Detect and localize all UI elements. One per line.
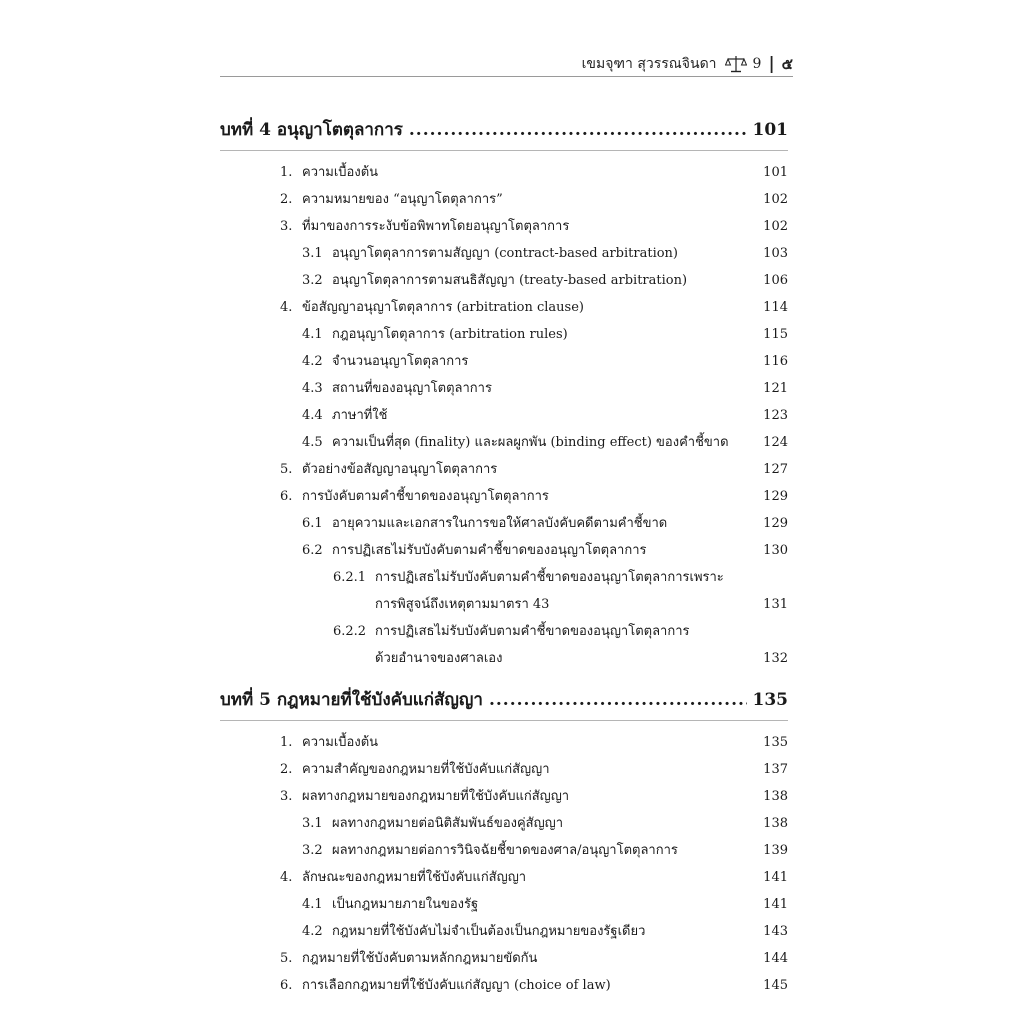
entry-page-number: 138 (763, 789, 788, 804)
entry-page-number: 139 (763, 843, 788, 858)
toc-entry (220, 267, 788, 294)
entry-text: ภาษาที่ใช้ (332, 408, 388, 423)
toc-entry (220, 456, 788, 483)
toc-entry (220, 375, 788, 402)
entry-text: ความเบื้องต้น (302, 735, 379, 750)
toc-entry (220, 564, 788, 591)
entry-page-number: 116 (763, 354, 788, 369)
entry-page-number: 141 (763, 870, 788, 885)
entry-page-number: 103 (763, 246, 788, 261)
toc-entry (220, 618, 788, 645)
entry-number: 4.3 (302, 381, 323, 396)
header-info (582, 52, 793, 76)
entry-text: ตัวอย่างข้อสัญญาอนุญาโตตุลาการ (302, 462, 498, 477)
entry-text: ที่มาของการระงับข้อพิพาทโดยอนุญาโตตุลาการ (302, 219, 570, 234)
entry-text: ความเบื้องต้น (302, 165, 379, 180)
toc-entry (220, 159, 788, 186)
entry-number: 3.1 (302, 816, 323, 831)
toc-entry (220, 591, 788, 618)
dot-leader (489, 690, 747, 710)
entry-page-number: 101 (763, 165, 788, 180)
entry-number: 6.1 (302, 516, 323, 531)
entry-number: 4.5 (302, 435, 323, 450)
entry-number: 3. (280, 789, 293, 804)
toc-chapter (220, 116, 788, 672)
entry-page-number: 145 (763, 978, 788, 993)
entry-page-number: 144 (763, 951, 788, 966)
toc-entry (220, 537, 788, 564)
entry-page-number: 124 (763, 435, 788, 450)
entry-page-number: 114 (763, 300, 788, 315)
entry-text: การปฏิเสธไม่รับบังคับตามคำชี้ขาดของอนุญาโตตุลาการ (375, 624, 690, 639)
toc-entry (220, 348, 788, 375)
entry-text: ข้อสัญญาอนุญาโตตุลาการ (arbitration clause) (302, 300, 584, 315)
chapter-title: บทที่ 5 กฎหมายที่ใช้บังคับแก่สัญญา (220, 690, 483, 710)
toc-entry (220, 945, 788, 972)
entry-number: 3.2 (302, 843, 323, 858)
toc-entry (220, 483, 788, 510)
entry-text: จำนวนอนุญาโตตุลาการ (332, 354, 469, 369)
table-of-contents (220, 116, 788, 999)
entry-page-number: 102 (763, 219, 788, 234)
entry-page-number: 130 (763, 543, 788, 558)
dot-leader (409, 120, 747, 140)
entry-page-number: 127 (763, 462, 788, 477)
chapter-heading (220, 116, 788, 146)
entry-text: อนุญาโตตุลาการตามสัญญา (contract-based arbitration) (332, 246, 679, 261)
scales-of-justice-icon (725, 55, 747, 73)
toc-entry (220, 810, 788, 837)
entry-page-number: 115 (763, 327, 788, 342)
entry-page-number: 123 (763, 408, 788, 423)
chapter-title: บทที่ 4 อนุญาโตตุลาการ (220, 120, 403, 140)
entry-text: การปฏิเสธไม่รับบังคับตามคำชี้ขาดของอนุญาโตตุลาการ (332, 543, 647, 558)
chapter-page-number: 101 (752, 120, 788, 140)
entry-number: 3.2 (302, 273, 323, 288)
entry-text: กฎหมายที่ใช้บังคับไม่จำเป็นต้องเป็นกฎหมายของรัฐเดียว (332, 924, 646, 939)
toc-entry (220, 321, 788, 348)
entry-number: 4.1 (302, 327, 323, 342)
entry-number: 4.4 (302, 408, 323, 423)
entry-text: เป็นกฎหมายภายในของรัฐ (332, 897, 479, 912)
toc-entry (220, 918, 788, 945)
entry-number: 4.2 (302, 354, 323, 369)
entry-number: 4. (280, 870, 293, 885)
toc-entry (220, 186, 788, 213)
entry-number: 6.2.2 (333, 624, 367, 639)
entry-text: อายุความและเอกสารในการขอให้ศาลบังคับคดีตามคำชี้ขาด (332, 516, 668, 531)
entry-number: 6.2.1 (333, 570, 367, 585)
entry-page-number: 121 (763, 381, 788, 396)
entry-text: ผลทางกฎหมายต่อการวินิจฉัยชี้ขาดของศาล/อนุญาโตตุลาการ (332, 843, 678, 858)
entry-page-number: 129 (763, 516, 788, 531)
toc-entry (220, 294, 788, 321)
toc-entry (220, 864, 788, 891)
entry-text: การเลือกกฎหมายที่ใช้บังคับแก่สัญญา (choice of law) (302, 978, 611, 993)
entry-number: 6.2 (302, 543, 323, 558)
toc-entry-list (220, 159, 788, 672)
entry-text: การปฏิเสธไม่รับบังคับตามคำชี้ขาดของอนุญาโตตุลาการเพราะ (375, 570, 724, 585)
toc-entry (220, 240, 788, 267)
chapter-divider (220, 150, 788, 151)
entry-text: กฎหมายที่ใช้บังคับตามหลักกฎหมายขัดกัน (302, 951, 538, 966)
entry-text: การพิสูจน์ถึงเหตุตามมาตรา 43 (375, 597, 550, 612)
toc-entry (220, 213, 788, 240)
entry-number: 1. (280, 735, 293, 750)
toc-entry (220, 891, 788, 918)
entry-text: ความสำคัญของกฎหมายที่ใช้บังคับแก่สัญญา (302, 762, 550, 777)
toc-entry (220, 783, 788, 810)
toc-chapter (220, 686, 788, 999)
entry-number: 1. (280, 165, 293, 180)
entry-page-number: 106 (763, 273, 788, 288)
entry-page-number: 138 (763, 816, 788, 831)
entry-page-number: 137 (763, 762, 788, 777)
entry-page-number: 132 (763, 651, 788, 666)
toc-entry (220, 645, 788, 672)
entry-number: 4.1 (302, 897, 323, 912)
entry-number: 3.1 (302, 246, 323, 261)
entry-text: การบังคับตามคำชี้ขาดของอนุญาโตตุลาการ (302, 489, 549, 504)
entry-text: ด้วยอำนาจของศาลเอง (375, 651, 503, 666)
toc-entry (220, 429, 788, 456)
header-author: เขมจุฑา สุวรรณจินดา (581, 56, 717, 72)
entry-page-number: 143 (763, 924, 788, 939)
toc-entry (220, 510, 788, 537)
entry-text: ความหมายของ “อนุญาโตตุลาการ” (302, 192, 503, 207)
entry-text: ผลทางกฎหมายของกฎหมายที่ใช้บังคับแก่สัญญา (302, 789, 570, 804)
entry-page-number: 135 (763, 735, 788, 750)
toc-entry (220, 756, 788, 783)
entry-number: 4.2 (302, 924, 323, 939)
running-header (220, 48, 793, 77)
entry-page-number: 131 (763, 597, 788, 612)
entry-page-number: 141 (763, 897, 788, 912)
entry-number: 3. (280, 219, 293, 234)
entry-text: สถานที่ของอนุญาโตตุลาการ (332, 381, 492, 396)
entry-number: 5. (280, 462, 293, 477)
entry-number: 6. (280, 978, 293, 993)
header-page-number: 9 (752, 56, 762, 72)
entry-page-number: 102 (763, 192, 788, 207)
chapter-divider (220, 720, 788, 721)
entry-page-number: 129 (763, 489, 788, 504)
header-thai-folio: ๕ (781, 55, 793, 73)
entry-text: ผลทางกฎหมายต่อนิติสัมพันธ์ของคู่สัญญา (332, 816, 564, 831)
entry-number: 6. (280, 489, 293, 504)
toc-entry (220, 402, 788, 429)
entry-number: 2. (280, 192, 293, 207)
entry-number: 5. (280, 951, 293, 966)
entry-text: อนุญาโตตุลาการตามสนธิสัญญา (treaty-based arbitration) (332, 273, 688, 288)
toc-entry (220, 837, 788, 864)
entry-text: ลักษณะของกฎหมายที่ใช้บังคับแก่สัญญา (302, 870, 527, 885)
entry-number: 2. (280, 762, 293, 777)
entry-number: 4. (280, 300, 293, 315)
entry-text: กฎอนุญาโตตุลาการ (arbitration rules) (332, 327, 568, 342)
toc-entry (220, 972, 788, 999)
chapter-heading (220, 686, 788, 716)
chapter-page-number: 135 (752, 690, 788, 710)
header-separator: | (768, 53, 775, 74)
toc-entry-list (220, 729, 788, 999)
toc-entry (220, 729, 788, 756)
entry-text: ความเป็นที่สุด (finality) และผลผูกพัน (binding effect) ของคำชี้ขาด (332, 435, 729, 450)
